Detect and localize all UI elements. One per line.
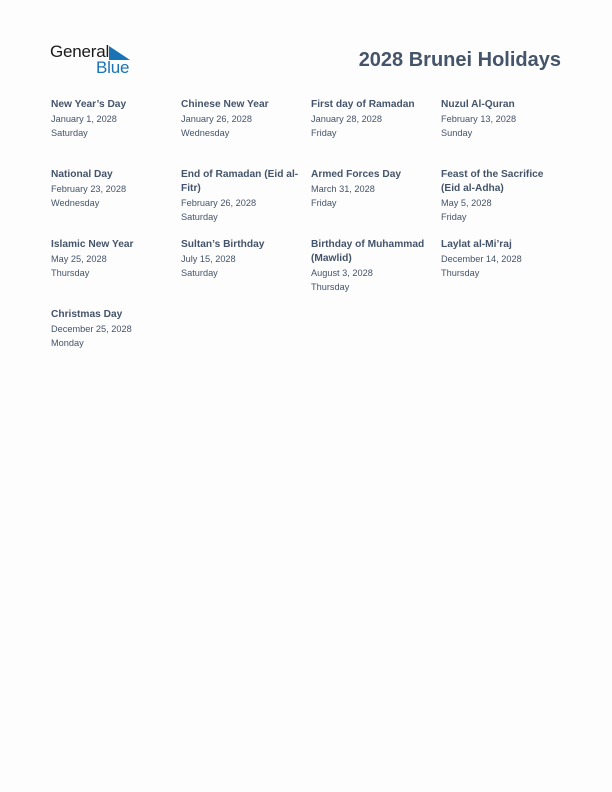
- holiday-weekday: Thursday: [441, 268, 480, 278]
- holiday-weekday: Sunday: [441, 128, 473, 138]
- holiday-name: First day of Ramadan: [311, 99, 415, 110]
- holiday-weekday: Friday: [311, 128, 337, 138]
- logo-text-blue: Blue: [96, 58, 130, 77]
- holiday-name: Birthday of Muhammad (Mawlid): [311, 239, 425, 264]
- holiday-weekday: Saturday: [181, 212, 218, 222]
- holiday-date: January 1, 2028: [51, 114, 117, 124]
- holiday-entry: [441, 238, 571, 308]
- holiday-entry: [51, 238, 181, 308]
- holiday-name: Sultan’s Birthday: [181, 239, 265, 250]
- holiday-grid: [51, 98, 571, 378]
- holiday-name: Chinese New Year: [181, 99, 269, 110]
- holiday-entry: [51, 98, 181, 168]
- holiday-date: July 15, 2028: [181, 254, 236, 264]
- holiday-date: December 25, 2028: [51, 324, 132, 334]
- holiday-date: January 26, 2028: [181, 114, 253, 124]
- holiday-date: March 31, 2028: [311, 184, 375, 194]
- holiday-weekday: Thursday: [51, 268, 90, 278]
- holiday-name: Laylat al-Mi’raj: [441, 239, 512, 250]
- holiday-date: February 23, 2028: [51, 184, 127, 194]
- holiday-entry: [181, 238, 311, 308]
- holiday-weekday: Monday: [51, 338, 84, 348]
- holiday-weekday: Saturday: [181, 268, 218, 278]
- holiday-name: Armed Forces Day: [311, 169, 402, 180]
- holiday-name: End of Ramadan (Eid al-Fitr): [181, 169, 299, 194]
- holiday-entry: [51, 168, 181, 238]
- page-title: 2028 Brunei Holidays: [358, 49, 561, 71]
- holiday-entry: [311, 168, 441, 238]
- holiday-weekday: Wednesday: [51, 198, 100, 208]
- holiday-name: Islamic New Year: [51, 239, 134, 250]
- holiday-weekday: Wednesday: [181, 128, 230, 138]
- holiday-weekday: Friday: [311, 198, 337, 208]
- logo-text-general: General: [50, 42, 110, 61]
- holiday-entry: [51, 308, 181, 378]
- holiday-entry: [311, 238, 441, 308]
- holiday-entry: [311, 98, 441, 168]
- holiday-date: August 3, 2028: [311, 268, 373, 278]
- holiday-date: May 25, 2028: [51, 254, 107, 264]
- holiday-weekday: Friday: [441, 212, 467, 222]
- holiday-name: Feast of the Sacrifice (Eid al-Adha): [441, 169, 544, 194]
- holiday-weekday: Thursday: [311, 282, 350, 292]
- holiday-date: May 5, 2028: [441, 198, 492, 208]
- holiday-date: February 26, 2028: [181, 198, 257, 208]
- holiday-name: Nuzul Al-Quran: [441, 99, 515, 110]
- holiday-date: February 13, 2028: [441, 114, 517, 124]
- holiday-name: Christmas Day: [51, 309, 123, 320]
- holiday-entry: [441, 168, 571, 238]
- holiday-weekday: Saturday: [51, 128, 88, 138]
- holiday-entry: [181, 168, 311, 238]
- holiday-name: National Day: [51, 169, 113, 180]
- general-blue-logo: [50, 42, 140, 78]
- holiday-date: January 28, 2028: [311, 114, 383, 124]
- holiday-name: New Year’s Day: [51, 99, 127, 110]
- holiday-entry: [181, 98, 311, 168]
- holiday-entry: [441, 98, 571, 168]
- holiday-date: December 14, 2028: [441, 254, 522, 264]
